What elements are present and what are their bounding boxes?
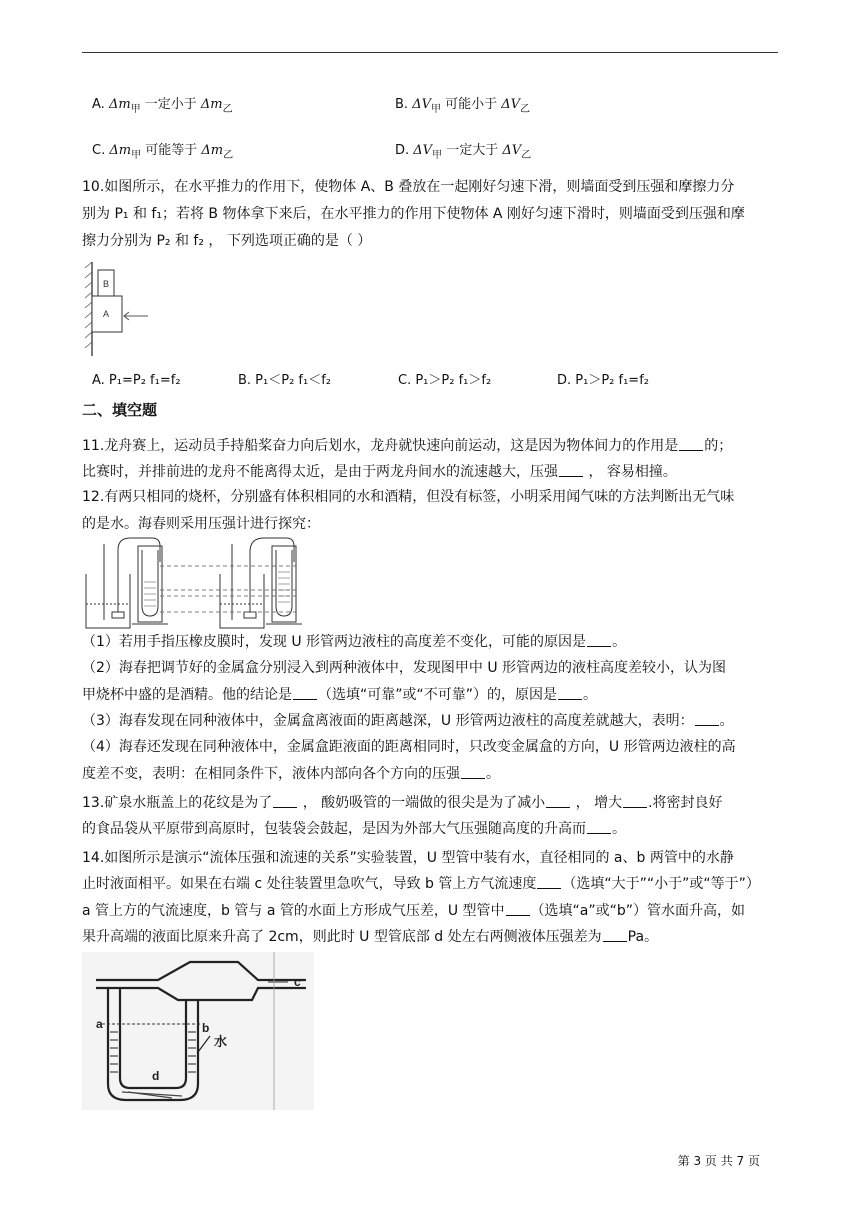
figure-label-b: B — [102, 279, 110, 289]
option-label: B. — [395, 97, 409, 112]
answer-blank[interactable] — [679, 438, 703, 451]
page-number: 第 3 页 共 7 页 — [677, 1154, 760, 1168]
q10-text-line2: 别为 P₁ 和 f₁；若将 B 物体拿下来后，在水平推力的作用下使物体 A 刚好匀速下滑时，则墙面受到压强和摩 — [82, 206, 745, 222]
math-symbol: ΔV — [413, 143, 433, 158]
q12-text: （1）若用手指压橡皮膜时，发现 U 形管两边液柱的高度差不变化，可能的原因是 — [82, 634, 587, 650]
q9-option-b[interactable] — [395, 96, 530, 119]
q10-option-a[interactable]: A. P₁=P₂ f₁=f₂ — [92, 373, 181, 388]
math-subscript: 甲 — [430, 104, 441, 115]
q13-text: 。 — [612, 821, 626, 837]
q11-text: 的； — [704, 438, 733, 454]
wall-blocks-figure — [82, 258, 162, 358]
q12-text: 。 — [719, 713, 734, 729]
option-label: A. — [92, 97, 105, 112]
answer-blank[interactable] — [587, 634, 611, 647]
q10-text-line1: 10.如图所示，在水平推力的作用下，使物体 A、B 叠放在一起刚好匀速下滑，则墙面受到压强和摩擦力分 — [82, 179, 735, 195]
answer-blank[interactable] — [546, 795, 570, 808]
math-symbol: ΔV — [501, 97, 521, 112]
figure-label-d: d — [152, 1069, 160, 1083]
answer-blank[interactable] — [273, 795, 297, 808]
math-symbol: Δm — [200, 97, 223, 112]
u-tube-figure — [82, 952, 314, 1110]
math-subscript: 甲 — [131, 150, 142, 161]
option-text: 一定大于 — [442, 143, 503, 158]
answer-blank[interactable] — [506, 903, 530, 916]
q14-text: 果升高端的液面比原来升高了 2cm，则此时 U 型管底部 d 处左右两侧液体压强差为 — [82, 929, 602, 945]
math-subscript: 甲 — [130, 104, 141, 115]
answer-blank[interactable] — [537, 876, 561, 889]
q12-text: 。 — [612, 634, 627, 650]
q13-line1 — [82, 794, 723, 812]
q14-line2 — [82, 875, 760, 893]
q14-line1: 14.如图所示是演示“流体压强和流速的关系”实验装置，U 型管中装有水，直径相同的 a、b 两管中的水静 — [82, 850, 734, 866]
q13-text: 13.矿泉水瓶盖上的花纹是为了 — [82, 795, 273, 811]
q14-line4 — [82, 928, 658, 946]
q12-part2-line1: （2）海春把调节好的金属盒分别浸入到两种液体中，发现图甲中 U 形管两边的液柱高度差较小，认为图 — [82, 660, 727, 676]
q14-text: Pa。 — [627, 929, 659, 945]
answer-blank[interactable] — [623, 795, 647, 808]
q9-option-c[interactable] — [92, 142, 233, 165]
answer-blank[interactable] — [293, 687, 317, 700]
math-subscript: 乙 — [222, 104, 233, 115]
answer-blank[interactable] — [461, 766, 485, 779]
answer-blank[interactable] — [603, 929, 627, 942]
pressure-gauge-figure — [82, 532, 322, 632]
q12-part4-line2 — [82, 765, 500, 783]
math-symbol: Δm — [201, 143, 224, 158]
q12-text: 。 — [583, 687, 598, 703]
q14-text: （选填“a”或“b”）管水面升高，如 — [530, 903, 746, 919]
figure-label-a: a — [96, 1017, 103, 1031]
q11-text: ， 容易相撞。 — [584, 464, 677, 480]
math-symbol: Δm — [108, 97, 131, 112]
figure-label-c: c — [294, 975, 301, 989]
q13-text: .将密封良好 — [648, 795, 723, 811]
q12-part4-line1: （4）海春还发现在同种液体中，金属盒距液面的距离相同时，只改变金属盒的方向，U 形管两边液柱的高 — [82, 739, 736, 755]
answer-blank[interactable] — [559, 464, 583, 477]
q12-line1: 12.有两只相同的烧杯，分别盛有体积相同的水和酒精，但没有标签，小明采用闻气味的方法判断出无气味 — [82, 489, 735, 505]
q12-part2-line2 — [82, 686, 597, 704]
math-symbol: ΔV — [502, 143, 522, 158]
q10-option-c[interactable]: C. P₁＞P₂ f₁＞f₂ — [398, 373, 492, 388]
header-rule — [82, 52, 778, 53]
q13-line2 — [82, 820, 626, 838]
answer-blank[interactable] — [695, 713, 719, 726]
q13-text: ， 增大 — [571, 795, 623, 811]
option-label: C. — [92, 143, 106, 158]
q14-text: 止时液面相平。如果在右端 c 处往装置里急吹气，导致 b 管上方气流速度 — [82, 876, 537, 892]
q12-text: 甲烧杯中盛的是酒精。他的结论是 — [82, 687, 292, 703]
math-subscript: 乙 — [223, 150, 234, 161]
q12-part3 — [82, 712, 734, 730]
math-subscript: 乙 — [520, 104, 531, 115]
option-label: D. — [395, 143, 410, 158]
q14-line3 — [82, 902, 745, 920]
q12-part1 — [82, 633, 626, 651]
option-text: 可能小于 — [440, 97, 502, 112]
math-symbol: Δm — [109, 143, 132, 158]
figure-label-a: A — [102, 309, 110, 319]
q12-text: 。 — [486, 766, 500, 782]
section-heading: 二、填空题 — [82, 401, 158, 419]
q11-line2 — [82, 463, 677, 481]
q9-option-a[interactable] — [92, 96, 233, 119]
q12-text: （选填“可靠”或“不可靠”）的，原因是 — [318, 687, 558, 703]
answer-blank[interactable] — [587, 821, 611, 834]
q11-text: 比赛时，并排前进的龙舟不能离得太近，是由于两龙舟间水的流速越大，压强 — [82, 464, 558, 480]
q10-text-line3: 擦力分别为 P₂ 和 f₂ ， 下列选项正确的是（ ） — [82, 233, 372, 249]
q14-text: （选填“大于”“小于”或“等于”） — [562, 876, 760, 892]
q13-text: ， 酸奶吸管的一端做的很尖是为了减小 — [298, 795, 546, 811]
option-text: 一定小于 — [140, 97, 201, 112]
q13-text: 的食品袋从平原带到高原时，包装袋会鼓起，是因为外部大气压强随高度的升高而 — [82, 821, 586, 837]
figure-label-water: 水 — [214, 1035, 228, 1050]
math-symbol: ΔV — [412, 97, 431, 112]
math-subscript: 甲 — [432, 150, 443, 161]
q11-text: 11.龙舟赛上，运动员手持船桨奋力向后划水，龙舟就快速向前运动，这是因为物体间力的作用是 — [82, 438, 679, 454]
q10-option-d[interactable]: D. P₁＞P₂ f₁=f₂ — [557, 373, 649, 388]
answer-blank[interactable] — [558, 687, 582, 700]
q12-line2: 的是水。海春则采用压强计进行探究： — [82, 516, 320, 532]
q9-option-d[interactable] — [395, 142, 531, 165]
q12-text: （3）海春发现在同种液体中，金属盒离液面的距离越深，U 形管两边液柱的高度差就越大，表明： — [82, 713, 694, 729]
q10-option-b[interactable]: B. P₁＜P₂ f₁＜f₂ — [238, 373, 331, 388]
q12-text: 度差不变，表明：在相同条件下，液体内部向各个方向的压强 — [82, 766, 460, 782]
math-subscript: 乙 — [521, 150, 532, 161]
option-text: 可能等于 — [141, 143, 202, 158]
q14-text: a 管上方的气流速度，b 管与 a 管的水面上方形成气压差，U 型管中 — [82, 903, 505, 919]
q11-line1 — [82, 437, 732, 455]
figure-label-b: b — [202, 1021, 210, 1035]
